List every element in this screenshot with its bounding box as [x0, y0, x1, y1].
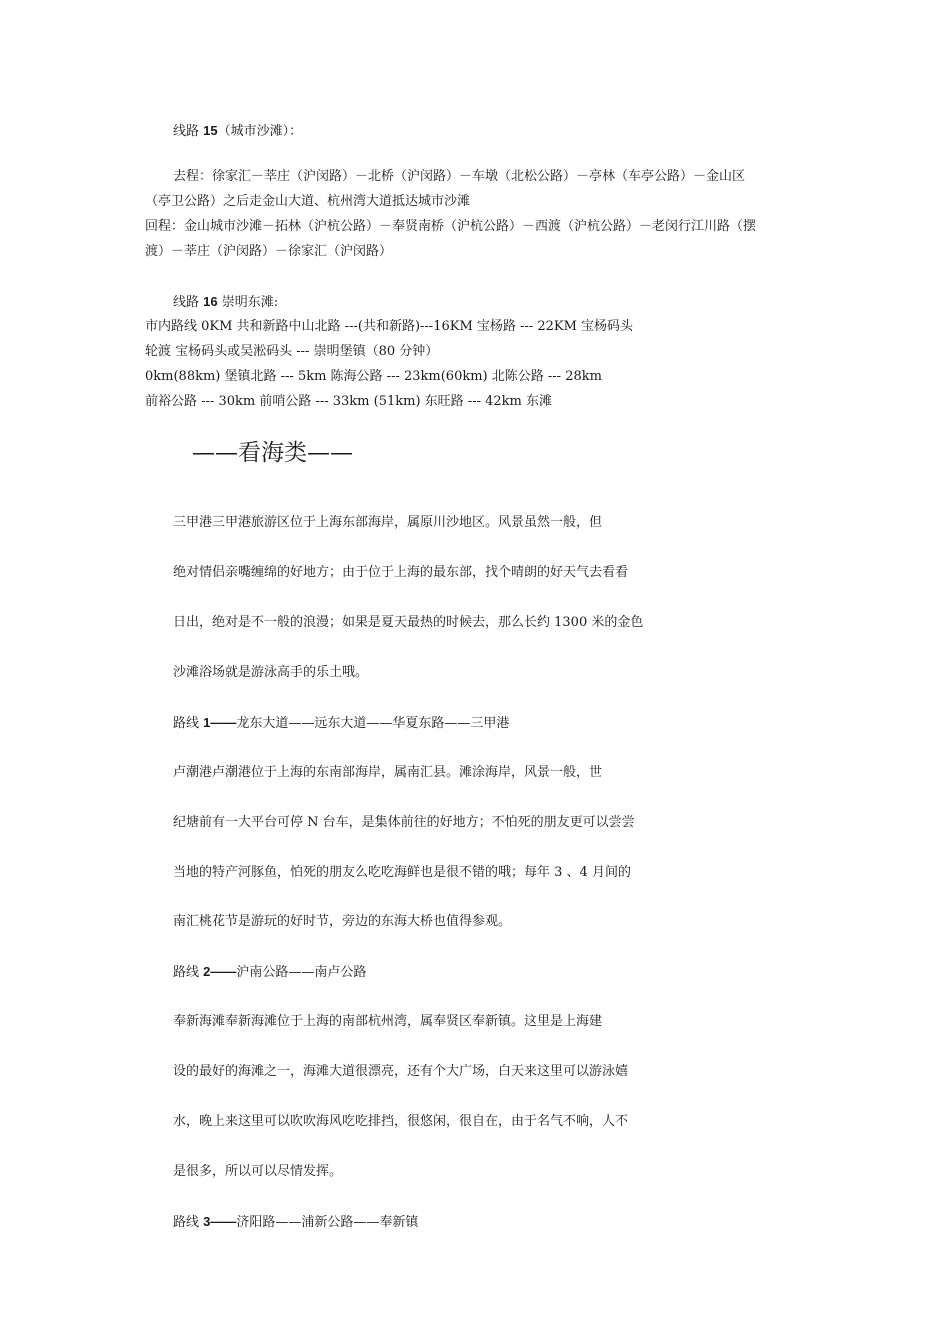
- luchaogang-line-3: 当地的特产河豚鱼，怕死的朋友么吃吃海鲜也是很不错的哦；每年 3 、4 月间的: [173, 865, 631, 880]
- sanjiagang-route-prefix: 路线: [173, 716, 204, 731]
- route16-line-1: 市内路线 0KM 共和新路中山北路 ---(共和新路)---16KM 宝杨路 --- 22KM 宝杨码头: [145, 319, 634, 334]
- route15-suffix: （城市沙滩）：: [217, 124, 303, 139]
- fengxin-route-number: 3——: [203, 1214, 237, 1229]
- route16-label: 线路: [173, 295, 200, 310]
- route16-title: [173, 293, 278, 312]
- route16-line-3: 0km(88km) 堡镇北路 --- 5km 陈海公路 --- 23km(60km) 北陈公路 --- 28km: [145, 369, 602, 384]
- route15-return-line-1: 回程：金山城市沙滩－拓林（沪杭公路）－奉贤南桥（沪杭公路）－西渡（沪杭公路）－老闵行江川路（摆: [145, 219, 757, 234]
- fengxin-line-3: 水，晚上来这里可以吹吹海风吃吃排挡，很悠闲，很自在，由于名气不响，人不: [173, 1114, 629, 1129]
- luchaogang-route-prefix: 路线: [173, 965, 204, 980]
- route16-number: 16: [203, 294, 218, 309]
- luchaogang-line-4: 南汇桃花节是游玩的好时节，旁边的东海大桥也值得参观。: [173, 914, 512, 929]
- fengxin-line-1: 奉新海滩奉新海滩位于上海的南部杭州湾，属奉贤区奉新镇。这里是上海建: [173, 1014, 603, 1029]
- luchaogang-line-2: 纪塘前有一大平台可停 N 台车，是集体前往的好地方；不怕死的朋友更可以尝尝: [173, 815, 635, 830]
- route15-outbound-line-2: （亭卫公路）之后走金山大道、杭州湾大道抵达城市沙滩: [145, 194, 471, 209]
- route15-return-line-2: 渡）－莘庄（沪闵路）－徐家汇（沪闵路）: [145, 244, 393, 259]
- sanjiagang-line-2: 绝对情侣亲嘴缠绵的好地方；由于位于上海的最东部，找个晴朗的好天气去看看: [173, 565, 629, 580]
- sanjiagang-line-4: 沙滩浴场就是游泳高手的乐土哦。: [173, 665, 369, 680]
- sanjiagang-line-1: 三甲港三甲港旅游区位于上海东部海岸，属原川沙地区。风景虽然一般，但: [173, 515, 603, 530]
- luchaogang-route-number: 2——: [203, 964, 237, 979]
- route15-title: [173, 122, 302, 141]
- route15-outbound-line-1: 去程：徐家汇－莘庄（沪闵路）－北桥（沪闵路）－车墩（北松公路）－亭林（车亭公路）－金山区: [173, 169, 746, 184]
- route15-number: 15: [203, 123, 218, 138]
- fengxin-route: [173, 1213, 418, 1232]
- luchaogang-route-text: 沪南公路——南卢公路: [236, 965, 367, 980]
- luchaogang-route: [173, 963, 366, 982]
- sanjiagang-route-text: 龙东大道——远东大道——华夏东路——三甲港: [236, 716, 510, 731]
- sanjiagang-route: [173, 714, 509, 733]
- sanjiagang-route-number: 1——: [203, 715, 237, 730]
- route15-label: 线路: [173, 124, 200, 139]
- route16-line-4: 前裕公路 --- 30km 前哨公路 --- 33km (51km) 东旺路 --- 42km 东滩: [145, 394, 552, 409]
- luchaogang-line-1: 卢潮港卢潮港位于上海的东南部海岸，属南汇县。滩涂海岸，风景一般，世: [173, 765, 603, 780]
- fengxin-line-4: 是很多，所以可以尽情发挥。: [173, 1164, 343, 1179]
- fengxin-route-prefix: 路线: [173, 1215, 204, 1230]
- route16-suffix: 崇明东滩:: [221, 295, 279, 310]
- route16-line-2: 轮渡 宝杨码头或吴淞码头 --- 崇明堡镇（80 分钟）: [145, 344, 439, 359]
- section-heading: ——看海类——: [192, 440, 353, 466]
- sanjiagang-line-3: 日出，绝对是不一般的浪漫；如果是夏天最热的时候去，那么长约 1300 米的金色: [173, 615, 644, 630]
- fengxin-route-text: 济阳路——浦新公路——奉新镇: [236, 1215, 419, 1230]
- fengxin-line-2: 设的最好的海滩之一，海滩大道很漂亮，还有个大广场，白天来这里可以游泳嬉: [173, 1064, 629, 1079]
